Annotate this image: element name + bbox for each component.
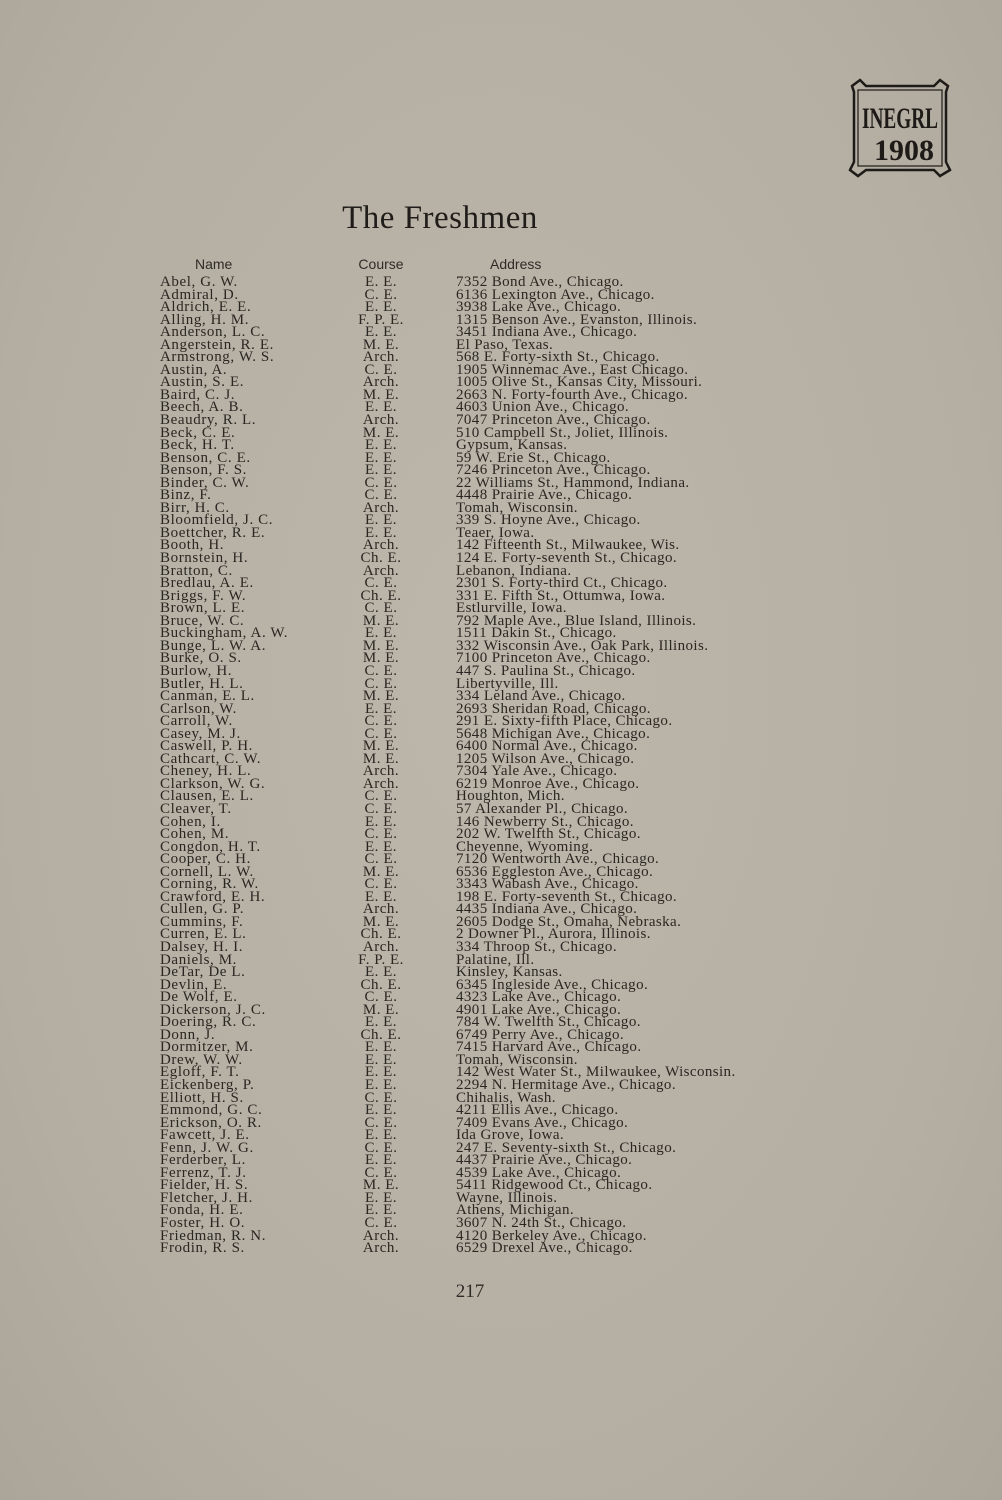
student-name: Beaudry, R. L.: [160, 412, 257, 429]
student-address: 198 E. Forty-seventh St., Chicago.: [456, 888, 678, 905]
student-address: Libertyville, Ill.: [456, 675, 559, 692]
student-name: Benson, F. S.: [160, 462, 248, 479]
student-course: Ch. E.: [360, 976, 402, 993]
student-address: 202 W. Twelfth St., Chicago.: [456, 826, 641, 843]
student-course: M. E.: [362, 738, 400, 755]
student-course: C. E.: [364, 361, 398, 378]
student-name: Cornell, L. W.: [160, 863, 254, 880]
student-course: M. E.: [362, 386, 400, 403]
student-name: Foster, H. O.: [160, 1215, 246, 1232]
student-course: Arch.: [362, 412, 400, 429]
student-course: Arch.: [362, 562, 400, 579]
student-course: E. E.: [364, 1152, 398, 1169]
student-course: E. E.: [364, 838, 398, 855]
student-name: Angerstein, R. E.: [160, 336, 274, 353]
student-name: Fenn, J. W. G.: [160, 1139, 254, 1156]
student-course: C. E.: [364, 989, 398, 1006]
student-address: Estlurville, Iowa.: [456, 600, 567, 617]
student-address: 3451 Indiana Ave., Chicago.: [456, 324, 638, 341]
student-name: Devlin, E.: [160, 976, 228, 993]
student-course: E. E.: [364, 1102, 398, 1119]
student-name: Aldrich, E. E.: [160, 299, 252, 316]
student-address: 3343 Wabash Ave., Chicago.: [456, 876, 639, 893]
student-address: Tomah, Wisconsin.: [456, 499, 578, 516]
student-course: E. E.: [364, 399, 398, 416]
student-course: C. E.: [364, 800, 398, 817]
student-name: Frodin, R. S.: [160, 1240, 245, 1257]
student-name: Daniels, M.: [160, 951, 238, 968]
student-course: E. E.: [364, 1014, 398, 1031]
student-name: Bornstein, H.: [160, 550, 249, 567]
student-course: E. E.: [364, 888, 398, 905]
student-name: Curren, E. L.: [160, 926, 247, 943]
student-name: Butler, H. L.: [160, 675, 244, 692]
student-name: Bruce, W. C.: [160, 612, 245, 629]
student-address: 4603 Union Ave., Chicago.: [456, 399, 630, 416]
student-address: 447 S. Paulina St., Chicago.: [456, 662, 636, 679]
student-course: Ch. E.: [360, 587, 402, 604]
student-course: C. E.: [364, 675, 398, 692]
page-title: The Freshmen: [342, 200, 538, 236]
student-course: E. E.: [364, 813, 398, 830]
student-name: Egloff, F. T.: [160, 1064, 240, 1081]
student-address: 6749 Perry Ave., Chicago.: [456, 1026, 625, 1043]
student-course: E. E.: [364, 1127, 398, 1144]
student-address: 792 Maple Ave., Blue Island, Illinois.: [456, 612, 697, 629]
student-name: Birr, H. C.: [160, 499, 230, 516]
student-name: Brown, L. E.: [160, 600, 246, 617]
student-course: M. E.: [362, 863, 400, 880]
student-name: Beck, C. E.: [160, 424, 236, 441]
student-course: M. E.: [362, 1001, 400, 1018]
student-name: Burke, O. S.: [160, 650, 242, 667]
student-course: E. E.: [364, 700, 398, 717]
student-course: Arch.: [362, 763, 400, 780]
student-name: Cathcart, C. W.: [160, 750, 262, 767]
student-course: E. E.: [364, 1064, 398, 1081]
student-name: Boettcher, R. E.: [160, 524, 266, 541]
student-course: Arch.: [362, 537, 400, 554]
student-name: Drew, W. W.: [160, 1051, 243, 1068]
student-course: Arch.: [362, 775, 400, 792]
student-course: C. E.: [364, 826, 398, 843]
student-name: Austin, S. E.: [160, 374, 245, 391]
student-address: 4435 Indiana Ave., Chicago.: [456, 901, 638, 918]
student-name: Ferrenz, T. J.: [160, 1164, 247, 1181]
student-address: 6219 Monroe Ave., Chicago.: [456, 775, 640, 792]
student-name: Casey, M. J.: [160, 725, 241, 742]
student-name: Cullen, G. P.: [160, 901, 245, 918]
student-course: C. E.: [364, 600, 398, 617]
student-course: C. E.: [364, 1215, 398, 1232]
student-name: Bredlau, A. E.: [160, 575, 254, 592]
student-address: 2301 S. Forty-third Ct., Chicago.: [456, 575, 668, 592]
student-name: Friedman, R. N.: [160, 1227, 267, 1244]
student-name: Armstrong, W. S.: [160, 349, 275, 366]
student-name: Briggs, F. W.: [160, 587, 247, 604]
student-name: Canman, E. L.: [160, 688, 255, 705]
student-address: 7304 Yale Ave., Chicago.: [456, 763, 618, 780]
student-address: 7415 Harvard Ave., Chicago.: [456, 1039, 642, 1056]
student-course: Arch.: [362, 1240, 400, 1257]
student-address: 7100 Princeton Ave., Chicago.: [456, 650, 651, 667]
student-name: Binz, F.: [160, 487, 212, 504]
student-name: Fletcher, J. H.: [160, 1189, 253, 1206]
student-name: Buckingham, A. W.: [160, 625, 289, 642]
student-address: 7352 Bond Ave., Chicago.: [456, 274, 624, 290]
student-address: 332 Wisconsin Ave., Oak Park, Illinois.: [456, 637, 709, 654]
student-name: Dormitzer, M.: [160, 1039, 254, 1056]
student-course: C. E.: [364, 1114, 398, 1131]
student-name: Eickenberg, P.: [160, 1077, 255, 1093]
column-header-name: Name: [195, 256, 233, 272]
student-address: 568 E. Forty-sixth St., Chicago.: [456, 349, 660, 366]
column-header-course: Course: [358, 256, 404, 272]
student-address: 4120 Berkeley Ave., Chicago.: [456, 1227, 647, 1244]
student-name: Alling, H. M.: [160, 311, 250, 328]
student-address: 2693 Sheridan Road, Chicago.: [456, 700, 651, 717]
student-course: E. E.: [364, 324, 398, 341]
student-address: Palatine, Ill.: [456, 951, 535, 968]
student-course: E. E.: [364, 437, 398, 454]
student-course: E. E.: [364, 512, 398, 529]
student-course: F. P. E.: [358, 951, 404, 968]
student-name: Bratton, C.: [160, 562, 233, 579]
svg-text:1908: 1908: [874, 134, 934, 167]
student-name: Bloomfield, J. C.: [160, 512, 274, 529]
student-address: 7409 Evans Ave., Chicago.: [456, 1114, 629, 1131]
student-course: C. E.: [364, 474, 398, 491]
student-address: 6529 Drexel Ave., Chicago.: [456, 1240, 633, 1257]
student-address: 4539 Lake Ave., Chicago.: [456, 1164, 622, 1181]
student-address: 4323 Lake Ave., Chicago.: [456, 989, 622, 1006]
student-address: 3607 N. 24th St., Chicago.: [456, 1215, 627, 1232]
student-course: E. E.: [364, 462, 398, 479]
student-address: 1905 Winnemac Ave., East Chicago.: [456, 361, 689, 378]
student-name: Beech, A. B.: [160, 399, 244, 416]
student-name: Donn, J.: [160, 1026, 216, 1043]
student-course: C. E.: [364, 575, 398, 592]
student-address: Kinsley, Kansas.: [456, 964, 563, 981]
student-address: Gypsum, Kansas.: [456, 437, 568, 454]
student-course: C. E.: [364, 286, 398, 303]
student-address: Cheyenne, Wyoming.: [456, 838, 594, 855]
student-address: 4437 Prairie Ave., Chicago.: [456, 1152, 633, 1169]
student-name: Cleaver, T.: [160, 800, 232, 817]
student-name: De Wolf, E.: [160, 989, 238, 1006]
student-course: C. E.: [364, 725, 398, 742]
student-course: E. E.: [364, 1202, 398, 1219]
student-name: DeTar, De L.: [160, 964, 246, 981]
student-course: F. P. E.: [358, 311, 404, 328]
freshmen-list: [0, 276, 1002, 1255]
student-course: M. E.: [362, 424, 400, 441]
student-address: Ida Grove, Iowa.: [456, 1127, 565, 1144]
integral-1908-logo: [846, 78, 954, 178]
student-course: Ch. E.: [360, 550, 402, 567]
student-address: 334 Leland Ave., Chicago.: [456, 688, 626, 705]
student-course: Ch. E.: [360, 1026, 402, 1043]
student-address: 6136 Lexington Ave., Chicago.: [456, 286, 655, 303]
student-name: Caswell, P. H.: [160, 738, 253, 755]
student-name: Cohen, I.: [160, 813, 221, 830]
student-course: M. E.: [362, 1177, 400, 1194]
list-item: [0, 1242, 1002, 1255]
student-address: 4901 Lake Ave., Chicago.: [456, 1001, 622, 1018]
student-address: 339 S. Hoyne Ave., Chicago.: [456, 512, 641, 529]
student-name: Ferderber, L.: [160, 1152, 246, 1169]
student-course: E. E.: [364, 1189, 398, 1206]
student-name: Erickson, O. R.: [160, 1114, 262, 1131]
student-address: Houghton, Mich.: [456, 788, 565, 805]
student-address: 6536 Eggleston Ave., Chicago.: [456, 863, 654, 880]
student-course: C. E.: [364, 788, 398, 805]
student-course: Arch.: [362, 901, 400, 918]
student-name: Congdon, H. T.: [160, 838, 261, 855]
student-address: 291 E. Sixty-fifth Place, Chicago.: [456, 713, 673, 730]
student-course: E. E.: [364, 524, 398, 541]
student-address: 57 Alexander Pl., Chicago.: [456, 800, 629, 817]
student-course: E. E.: [364, 274, 398, 290]
student-name: Burlow, H.: [160, 662, 233, 679]
student-address: 146 Newberry St., Chicago.: [456, 813, 634, 830]
student-name: Abel, G. W.: [160, 274, 238, 290]
student-name: Dickerson, J. C.: [160, 1001, 266, 1018]
student-course: Arch.: [362, 938, 400, 955]
student-course: C. E.: [364, 1164, 398, 1181]
student-address: 5648 Michigan Ave., Chicago.: [456, 725, 651, 742]
student-address: 510 Campbell St., Joliet, Illinois.: [456, 424, 669, 441]
student-name: Cohen, M.: [160, 826, 230, 843]
student-course: E. E.: [364, 449, 398, 466]
student-course: C. E.: [364, 1089, 398, 1106]
student-address: 3938 Lake Ave., Chicago.: [456, 299, 622, 316]
student-course: C. E.: [364, 487, 398, 504]
student-name: Clausen, E. L.: [160, 788, 254, 805]
student-address: Chihalis, Wash.: [456, 1089, 556, 1106]
student-name: Binder, C. W.: [160, 474, 250, 491]
student-address: 2663 N. Forty-fourth Ave., Chicago.: [456, 386, 689, 403]
student-name: Fawcett, J. E.: [160, 1127, 250, 1144]
student-address: 2 Downer Pl., Aurora, Illinois.: [456, 926, 651, 943]
student-course: M. E.: [362, 688, 400, 705]
student-address: 1315 Benson Ave., Evanston, Illinois.: [456, 311, 698, 328]
student-address: 331 E. Fifth St., Ottumwa, Iowa.: [456, 587, 666, 604]
student-name: Carlson, W.: [160, 700, 238, 717]
student-address: Wayne, Illinois.: [456, 1189, 558, 1206]
student-address: Athens, Michigan.: [456, 1202, 575, 1219]
student-name: Beck, H. T.: [160, 437, 235, 454]
student-name: Benson, C. E.: [160, 449, 251, 466]
student-address: 1511 Dakin St., Chicago.: [456, 625, 617, 642]
student-address: 5411 Ridgewood Ct., Chicago.: [456, 1177, 653, 1194]
student-course: E. E.: [364, 1077, 398, 1093]
student-address: 7246 Princeton Ave., Chicago.: [456, 462, 651, 479]
student-name: Booth, H.: [160, 537, 225, 554]
student-course: E. E.: [364, 1039, 398, 1056]
student-address: 1205 Wilson Ave., Chicago.: [456, 750, 635, 767]
student-address: Tomah, Wisconsin.: [456, 1051, 578, 1068]
student-name: Carroll, W.: [160, 713, 233, 730]
svg-text:INEGRL: INEGRL: [862, 102, 938, 135]
student-address: 6345 Ingleside Ave., Chicago.: [456, 976, 649, 993]
student-address: 142 Fifteenth St., Milwaukee, Wis.: [456, 537, 680, 554]
student-course: E. E.: [364, 299, 398, 316]
student-address: 784 W. Twelfth St., Chicago.: [456, 1014, 641, 1031]
student-course: E. E.: [364, 1051, 398, 1068]
student-name: Crawford, E. H.: [160, 888, 266, 905]
student-name: Fonda, H. E.: [160, 1202, 244, 1219]
student-address: 7047 Princeton Ave., Chicago.: [456, 412, 651, 429]
student-address: 142 West Water St., Milwaukee, Wisconsin.: [456, 1064, 736, 1081]
student-course: M. E.: [362, 913, 400, 930]
page-number: 217: [455, 1281, 485, 1302]
student-course: E. E.: [364, 964, 398, 981]
student-course: M. E.: [362, 650, 400, 667]
student-course: C. E.: [364, 851, 398, 868]
student-course: C. E.: [364, 1139, 398, 1156]
student-course: M. E.: [362, 336, 400, 353]
student-course: Ch. E.: [360, 926, 402, 943]
student-address: 4448 Prairie Ave., Chicago.: [456, 487, 633, 504]
student-address: 2605 Dodge St., Omaha, Nebraska.: [456, 913, 682, 930]
student-address: 334 Throop St., Chicago.: [456, 938, 617, 955]
student-name: Dalsey, H. I.: [160, 938, 244, 955]
student-course: Arch.: [362, 1227, 400, 1244]
student-address: 22 Williams St., Hammond, Indiana.: [456, 474, 690, 491]
student-address: 59 W. Erie St., Chicago.: [456, 449, 611, 466]
student-course: C. E.: [364, 662, 398, 679]
student-address: Lebanon, Indiana.: [456, 562, 572, 579]
student-address: 2294 N. Hermitage Ave., Chicago.: [456, 1077, 676, 1093]
student-name: Elliott, H. S.: [160, 1089, 244, 1106]
student-course: Arch.: [362, 374, 400, 391]
student-course: M. E.: [362, 750, 400, 767]
student-address: Teaer, Iowa.: [456, 524, 535, 541]
student-name: Corning, R. W.: [160, 876, 259, 893]
student-course: C. E.: [364, 713, 398, 730]
student-address: El Paso, Texas.: [456, 336, 554, 353]
student-course: Arch.: [362, 499, 400, 516]
student-address: 247 E. Seventy-sixth St., Chicago.: [456, 1139, 677, 1156]
student-address: 124 E. Forty-seventh St., Chicago.: [456, 550, 678, 567]
student-name: Clarkson, W. G.: [160, 775, 266, 792]
student-course: M. E.: [362, 612, 400, 629]
student-course: C. E.: [364, 876, 398, 893]
student-address: 6400 Normal Ave., Chicago.: [456, 738, 638, 755]
student-name: Cooper, C. H.: [160, 851, 251, 868]
student-address: 7120 Wentworth Ave., Chicago.: [456, 851, 660, 868]
student-name: Cummins, F.: [160, 913, 244, 930]
student-course: Arch.: [362, 349, 400, 366]
student-name: Austin, A.: [160, 361, 228, 378]
student-name: Bunge, L. W. A.: [160, 637, 267, 654]
student-address: 4211 Ellis Ave., Chicago.: [456, 1102, 619, 1119]
student-name: Emmond, G. C.: [160, 1102, 263, 1119]
student-course: M. E.: [362, 637, 400, 654]
student-name: Anderson, L. C.: [160, 324, 266, 341]
student-name: Fielder, H. S.: [160, 1177, 249, 1194]
column-header-address: Address: [490, 256, 542, 272]
student-course: E. E.: [364, 625, 398, 642]
student-name: Baird, C. J.: [160, 386, 236, 403]
student-name: Cheney, H. L.: [160, 763, 252, 780]
student-address: 1005 Olive St., Kansas City, Missouri.: [456, 374, 703, 391]
student-name: Admiral, D.: [160, 286, 239, 303]
student-name: Doering, R. C.: [160, 1014, 257, 1031]
